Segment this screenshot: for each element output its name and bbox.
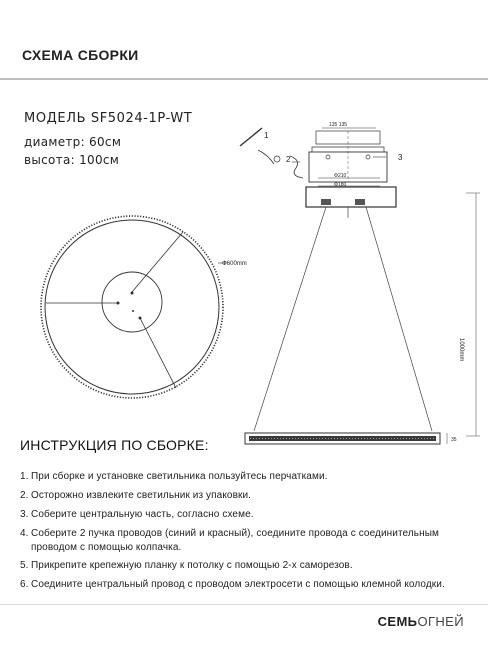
mark-1: 1 <box>264 131 269 140</box>
canopy-d-large: Φ180 <box>334 182 347 188</box>
drop-length-label: 1000mm <box>458 338 464 362</box>
ring-hub-hole-1 <box>117 302 120 305</box>
ring-inner-edge <box>45 220 219 394</box>
page-title: СХЕМА СБОРКИ <box>22 47 139 63</box>
brand-name-bold: СЕМЬ <box>377 614 418 629</box>
ring-diameter-label: Φ600mm <box>222 261 247 267</box>
canopy-screw-right <box>366 155 370 159</box>
canopy-base <box>306 187 396 207</box>
suspension-cables <box>254 207 432 431</box>
step-number: 3. <box>20 509 29 520</box>
step-number: 4. <box>20 528 29 539</box>
ring-hub-hole-2 <box>131 292 134 295</box>
ring-outer-edge <box>41 216 223 398</box>
step-text: Соедините центральный провод с проводом электросети с помощью клемной колодки. <box>31 579 445 590</box>
list-item <box>20 489 251 503</box>
list-item <box>20 508 254 522</box>
connector-cap <box>274 156 280 162</box>
brand-name-light: ОГНЕЙ <box>417 614 464 629</box>
ring-hub-hole-4 <box>132 310 134 312</box>
canopy-cable-grip <box>321 199 331 205</box>
list-item <box>20 470 328 484</box>
footer-divider <box>0 604 488 605</box>
canopy-top-dims: 135 135 <box>329 122 348 128</box>
ring-profile-label: 35 <box>451 437 457 443</box>
height-label: высота: 100см <box>24 153 120 167</box>
ring-side-view <box>245 433 447 444</box>
step-text-continued: проводом с помощью колпачка. <box>31 542 182 553</box>
instructions-title: ИНСТРУКЦИЯ ПО СБОРКЕ: <box>20 437 209 453</box>
ring-hub <box>102 272 162 332</box>
canopy-cable-grip-2 <box>355 199 365 205</box>
step-text: Прикрепите крепежную планку к потолку с помощью 2-х саморезов. <box>31 560 353 571</box>
step-text: Соберите центральную часть, согласно схеме. <box>31 509 254 520</box>
step-text: При сборке и установке светильника пользуйтесь перчатками. <box>31 471 328 482</box>
mark-2: 2 <box>286 155 291 164</box>
diameter-label: диаметр: 60см <box>24 135 122 149</box>
tool-connector <box>258 150 274 164</box>
step-number: 5. <box>20 560 29 571</box>
step-number: 2. <box>20 490 29 501</box>
list-item <box>20 527 439 555</box>
step-number: 6. <box>20 579 29 590</box>
ring-spoke-bottom <box>140 318 176 388</box>
height-dimension <box>466 193 480 436</box>
wire-bundle <box>290 156 303 178</box>
ring-hub-hole-3 <box>139 317 142 320</box>
mark-3: 3 <box>398 153 403 162</box>
list-item <box>20 578 445 592</box>
list-item <box>20 559 353 573</box>
canopy-screw-left <box>326 155 330 159</box>
ring-spoke-top <box>132 232 183 292</box>
step-number: 1. <box>20 471 29 482</box>
model-label: МОДЕЛЬ SF5024-1P-WT <box>24 111 193 126</box>
step-text: Соберите 2 пучка проводов (синий и красный), соедините провода с соединительным <box>31 528 439 539</box>
ring-top-view <box>41 216 226 398</box>
brand-logo <box>378 614 464 629</box>
cable-left <box>254 207 326 431</box>
tool-screwdriver <box>240 128 262 146</box>
step-text: Осторожно извлеките светильник из упаковки. <box>31 490 252 501</box>
cable-right <box>366 207 432 431</box>
canopy-d-small: Φ210 <box>334 173 347 179</box>
